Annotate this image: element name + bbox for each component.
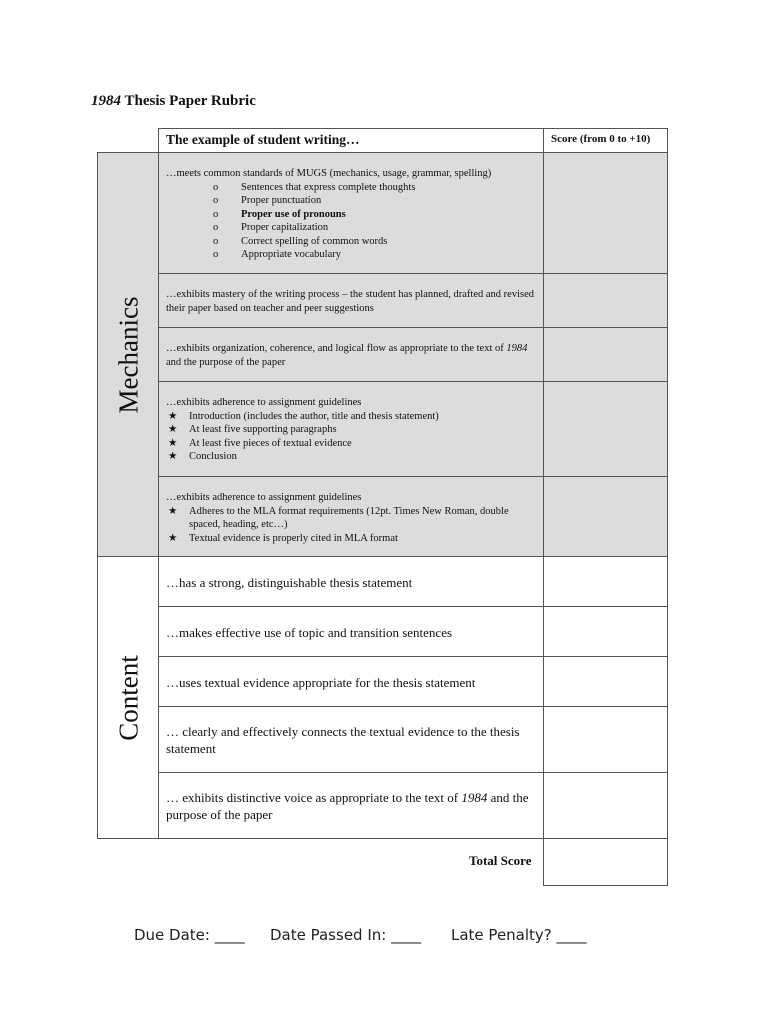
content-label: Content bbox=[113, 654, 143, 741]
header-score: Score (from 0 to +10) bbox=[551, 133, 651, 145]
mechanics-row-3 bbox=[158, 327, 544, 382]
list-item: ★ Conclusion bbox=[168, 451, 237, 462]
date-passed-field: Date Passed In: ____ bbox=[270, 926, 422, 944]
list-item: o Proper punctuation bbox=[213, 195, 322, 206]
late-penalty-field: Late Penalty? ____ bbox=[451, 926, 587, 944]
mechanics-row-2-score[interactable] bbox=[543, 273, 668, 328]
content-row-4 bbox=[158, 706, 544, 773]
mechanics-row-4-text: …exhibits adherence to assignment guidelines bbox=[166, 397, 362, 408]
list-item: ★ At least five pieces of textual evidence bbox=[168, 437, 352, 449]
content-row-1-score[interactable] bbox=[543, 556, 668, 607]
mugs-list bbox=[166, 181, 535, 262]
due-date-field: Due Date: ____ bbox=[134, 926, 245, 944]
list-item: ★ Textual evidence is properly cited in MLA format bbox=[168, 532, 398, 544]
mechanics-row-5-text: …exhibits adherence to assignment guidelines bbox=[166, 492, 362, 503]
list-item: ★ Adheres to the MLA format requirements (12pt. Times New Roman, double spaced, heading, etc…) bbox=[168, 505, 509, 530]
mechanics-row-2 bbox=[158, 273, 544, 328]
mechanics-row-1-score[interactable] bbox=[543, 152, 668, 274]
mechanics-row-1 bbox=[158, 152, 544, 274]
header-description: The example of student writing… bbox=[166, 132, 360, 147]
mechanics-section-label-cell bbox=[97, 152, 159, 557]
page-title bbox=[91, 93, 256, 110]
content-row-2-text: …makes effective use of topic and transition sentences bbox=[166, 625, 453, 640]
mechanics-row-5-score[interactable] bbox=[543, 476, 668, 557]
mla-list bbox=[166, 505, 535, 546]
mechanics-row-2-text: …exhibits mastery of the writing process – the student has planned, drafted and revised their paper based on teacher and peer suggestions bbox=[166, 289, 534, 314]
mechanics-row-3-text: …exhibits organization, coherence, and logical flow as appropriate to the text of 1984 and the purpose of the paper bbox=[166, 343, 528, 368]
content-row-1 bbox=[158, 556, 544, 607]
mechanics-row-1-text: …meets common standards of MUGS (mechanics, usage, grammar, spelling) bbox=[166, 168, 492, 179]
content-row-2-score[interactable] bbox=[543, 606, 668, 657]
list-item: o Correct spelling of common words bbox=[213, 235, 388, 247]
mechanics-row-4-score[interactable] bbox=[543, 381, 668, 477]
title-italic: 1984 bbox=[91, 93, 121, 109]
title-rest: Thesis Paper Rubric bbox=[121, 93, 256, 109]
total-score-box[interactable] bbox=[543, 838, 668, 886]
content-row-3-score[interactable] bbox=[543, 656, 668, 707]
list-item: o Appropriate vocabulary bbox=[213, 249, 342, 260]
list-item: o Sentences that express complete thoughts bbox=[213, 181, 416, 193]
content-row-1-text: …has a strong, distinguishable thesis statement bbox=[166, 575, 413, 590]
content-row-5-score[interactable] bbox=[543, 772, 668, 839]
mechanics-row-3-score[interactable] bbox=[543, 327, 668, 382]
content-row-2 bbox=[158, 606, 544, 657]
content-row-4-score[interactable] bbox=[543, 706, 668, 773]
content-row-5 bbox=[158, 772, 544, 839]
header-description-cell bbox=[158, 128, 544, 153]
list-item: o Proper capitalization bbox=[213, 222, 329, 233]
list-item: ★ At least five supporting paragraphs bbox=[168, 424, 337, 435]
guidelines-list bbox=[166, 410, 535, 464]
content-row-5-text: … exhibits distinctive voice as appropriate to the text of 1984 and the purpose of the paper bbox=[166, 790, 529, 822]
mechanics-row-4 bbox=[158, 381, 544, 477]
list-item: ★ Introduction (includes the author, title and thesis statement) bbox=[168, 410, 439, 422]
content-row-3 bbox=[158, 656, 544, 707]
mechanics-row-5 bbox=[158, 476, 544, 557]
list-item: o Proper use of pronouns bbox=[213, 208, 346, 220]
content-section-label-cell bbox=[97, 556, 159, 839]
content-row-4-text: … clearly and effectively connects the textual evidence to the thesis statement bbox=[166, 724, 520, 756]
mechanics-label: Mechanics bbox=[113, 296, 143, 413]
total-score-label: Total Score bbox=[469, 853, 532, 868]
header-score-cell bbox=[543, 128, 668, 153]
content-row-3-text: …uses textual evidence appropriate for the thesis statement bbox=[166, 675, 476, 690]
